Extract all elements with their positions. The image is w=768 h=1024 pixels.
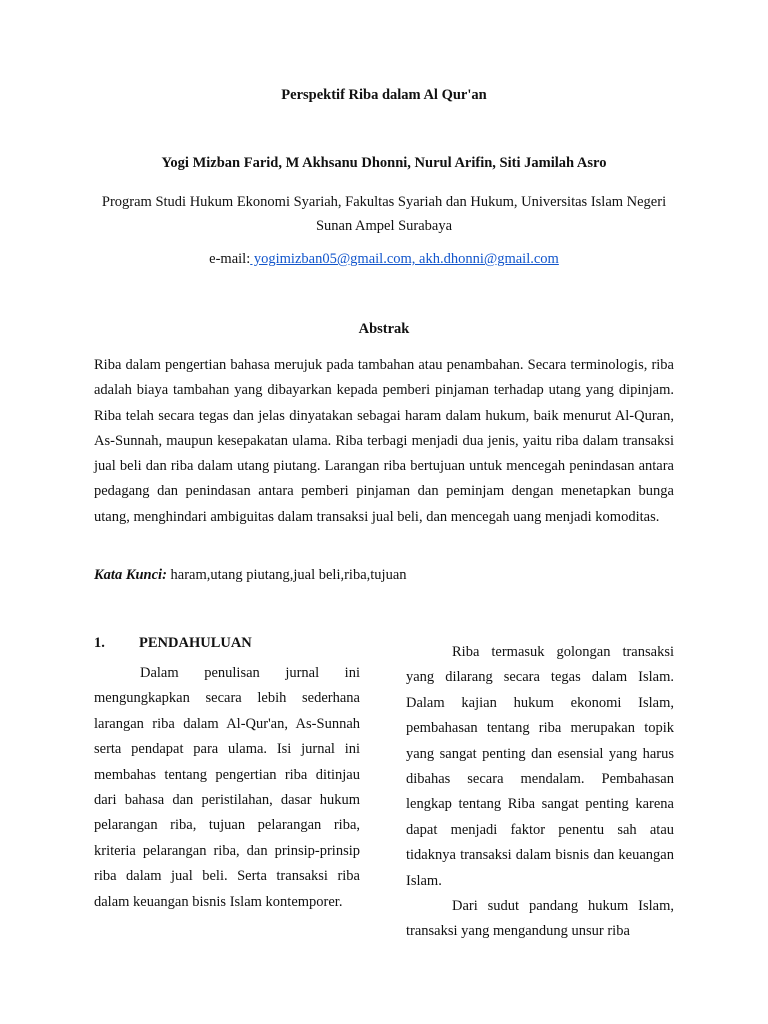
intro-paragraph: Dalam penulisan jurnal ini mengungkapkan secara lebih sederhana larangan riba dalam Al-Qur'an, As-Sunnah serta pendapat para ulama. Isi jurnal ini membahas tentang pengertian riba ditinjau dari bahasa dan peristilahan, dasar hukum pelarangan riba, tujuan pelarangan riba, kriteria pelarangan riba, dan prinsip-prinsip riba dalam jual beli. Serta transaksi riba dalam keuangan bisnis Islam kontemporer. <box>94 665 360 910</box>
email-label: e-mail: <box>209 251 251 267</box>
section-heading <box>94 635 360 661</box>
affiliation: Program Studi Hukum Ekonomi Syariah, Fakultas Syariah dan Hukum, Universitas Islam Negeri Sunan Ampel Surabaya <box>101 194 667 234</box>
keywords <box>94 567 407 584</box>
email-link[interactable]: yogimizban05@gmail.com, akh.dhonni@gmail.com <box>250 251 559 267</box>
right-paragraph-1: Riba termasuk golongan transaksi yang dilarang secara tegas dalam Islam. Dalam kajian hukum ekonomi Islam, pembahasan tentang riba merupakan topik yang sangat penting dan esensial yang harus dibahas secara mendalam. Pembahasan lengkap tentang Riba sangat penting karena dapat menjadi faktor penentu sah atau tidaknya transaksi dalam bisnis dan keuangan Islam. <box>406 644 674 889</box>
section-title: PENDAHULUAN <box>139 635 252 651</box>
abstract-heading: Abstrak <box>358 321 410 337</box>
right-paragraph-2: Dari sudut pandang hukum Islam, transaksi yang mengandung unsur riba <box>406 898 674 940</box>
paper-title: Perspektif Riba dalam Al Qur'an <box>281 87 487 103</box>
keywords-value: haram,utang piutang,jual beli,riba,tujuan <box>166 567 407 583</box>
left-column <box>94 635 360 915</box>
email-line <box>0 251 768 268</box>
author-list: Yogi Mizban Farid, M Akhsanu Dhonni, Nurul Arifin, Siti Jamilah Asro <box>161 155 607 171</box>
section-number: 1. <box>94 635 105 651</box>
right-column <box>406 640 674 945</box>
keywords-label: Kata Kunci: <box>94 567 167 583</box>
abstract-body: Riba dalam pengertian bahasa merujuk pada tambahan atau penambahan. Secara terminologis, riba adalah biaya tambahan yang dibayarkan kepada pemberi pinjaman terhadap utang yang dipinjam. Riba telah secara tegas dan jelas dinyatakan sebagai haram dalam hukum, baik menurut Al-Quran, As-Sunnah, maupun kesepakatan ulama. Riba terbagi menjadi dua jenis, yaitu riba dalam transaksi jual beli dan riba dalam utang piutang. Larangan riba bertujuan untuk mencegah penindasan antara pedagang dan penindasan antara pemberi pinjaman dan peminjam dengan menetapkan bunga utang, menghindari ambiguitas dalam transaksi jual beli, dan mencegah uang menjadi komoditas. <box>94 357 674 525</box>
